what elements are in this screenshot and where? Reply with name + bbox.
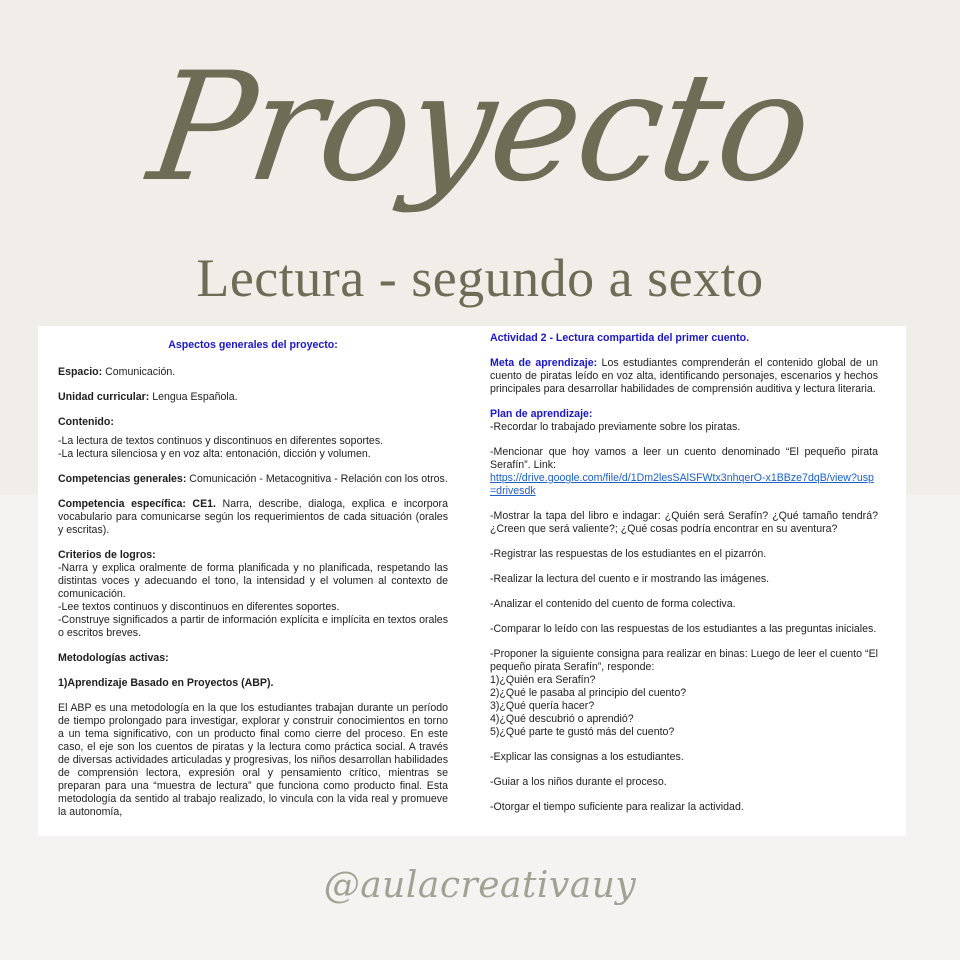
- document-page-right: [472, 326, 906, 836]
- meta-line: [490, 357, 878, 396]
- unidad-value: Lengua Española.: [149, 391, 238, 403]
- abp-label: 1)Aprendizaje Basado en Proyectos (ABP).: [58, 677, 274, 689]
- criterio-item: -Narra y explica oralmente de forma planificada y no planificada, respetando las distintas voces y adecuando el tono, la intensidad y el volumen al contexto de comunicación.: [58, 562, 448, 600]
- comp-generales-label: Competencias generales:: [58, 473, 187, 485]
- comp-generales-value: Comunicación - Metacognitiva - Relación con los otros.: [186, 473, 448, 485]
- analizar-item: -Analizar el contenido del cuento de forma colectiva.: [490, 598, 736, 610]
- actividad-title: Actividad 2 - Lectura compartida del primer cuento.: [490, 332, 750, 344]
- registrar-item: -Registrar las respuestas de los estudiantes en el pizarrón.: [490, 548, 767, 560]
- guiar-item: -Guiar a los niños durante el proceso.: [490, 776, 667, 788]
- espacio-label: Espacio:: [58, 366, 103, 378]
- espacio-line: [58, 366, 448, 379]
- drive-link[interactable]: https://drive.google.com/file/d/1Dm2lesSAlSFWtx3nhqerO-x1BBze7dqB/view?usp=drivesdk: [490, 472, 874, 497]
- otorgar-item: -Otorgar el tiempo suficiente para realizar la actividad.: [490, 801, 744, 813]
- contenido-item: -La lectura de textos continuos y discontinuos en diferentes soportes.: [58, 435, 384, 447]
- meta-value: Los estudiantes comprenderán el contenido global de un cuento de piratas leído en voz alta, identificando personajes, escenarios y hechos principales para desarrollar habilidades de comprensión auditiva y lectura literaria.: [490, 357, 879, 395]
- comparar-item: -Comparar lo leído con las respuestas de los estudiantes a las preguntas iniciales.: [490, 623, 877, 635]
- criterio-item: -Lee textos continuos y discontinuos en diferentes soportes.: [58, 601, 340, 613]
- unidad-line: [58, 391, 448, 404]
- question-item: 3)¿Qué quería hacer?: [490, 700, 595, 712]
- question-item: 1)¿Quién era Serafín?: [490, 674, 596, 686]
- question-item: 4)¿Qué descubrió o aprendió?: [490, 713, 634, 725]
- metodologias-label: Metodologías activas:: [58, 652, 169, 664]
- recordar-item: -Recordar lo trabajado previamente sobre los piratas.: [490, 421, 741, 433]
- plan-label: Plan de aprendizaje:: [490, 408, 593, 420]
- competencia-especifica-line: [58, 498, 448, 537]
- question-item: 5)¿Qué parte te gustó más del cuento?: [490, 726, 675, 738]
- question-item: 2)¿Qué le pasaba al principio del cuento?: [490, 687, 687, 699]
- script-title: Proyecto: [140, 41, 820, 215]
- proponer-item: -Proponer la siguiente consigna para realizar en binas: Luego de leer el cuento “El pequeño pirata Serafín”, responde:: [490, 648, 878, 673]
- mencionar-item: -Mencionar que hoy vamos a leer un cuento denominado “El pequeño pirata Serafín”. Link:: [490, 446, 878, 471]
- criterio-item: -Construye significados a partir de información explícita e implícita en textos orales o escritos breves.: [58, 614, 448, 639]
- realizar-item: -Realizar la lectura del cuento e ir mostrando las imágenes.: [490, 573, 770, 585]
- mostrar-item: -Mostrar la tapa del libro e indagar: ¿Quién será Serafín? ¿Qué tamaño tendrá? ¿Creen que será valiente?; ¿Qué cosas podría encontrar en su aventura?: [490, 510, 878, 535]
- subtitle: Lectura - segundo a sexto: [196, 248, 764, 308]
- contenido-item: -La lectura silenciosa y en voz alta: entonación, dicción y volumen.: [58, 448, 371, 460]
- competencias-generales-line: [58, 473, 448, 486]
- unidad-label: Unidad curricular:: [58, 391, 150, 403]
- criterios-label: Criterios de logros:: [58, 549, 156, 561]
- abp-paragraph: El ABP es una metodología en la que los estudiantes trabajan durante un período de tiempo prolongado para investigar, explorar y construir conocimientos en torno a un tema significativo, con un producto final como cierre del proceso. En este caso, el eje son los cuentos de piratas y la lectura como práctica social. A través de diversas actividades articuladas y progresivas, los niños desarrollan habilidades de comprensión lectora, expresión oral y pensamiento crítico, mientras se preparan para una “muestra de lectura” que funciona como producto final. Esta metodología da sentido al trabajo realizado, lo vincula con la vida real y promueve la autonomía,: [58, 702, 448, 818]
- section-heading: Aspectos generales del proyecto:: [168, 339, 338, 351]
- explicar-item: -Explicar las consignas a los estudiantes.: [490, 751, 684, 763]
- comp-especifica-label: Competencia específica: CE1.: [58, 498, 216, 510]
- meta-label: Meta de aprendizaje:: [490, 357, 598, 369]
- espacio-value: Comunicación.: [102, 366, 176, 378]
- comp-especifica-value: Narra, describe, dialoga, explica e incorpora vocabulario para comunicarse según los requerimientos de cada situación (orales y escritas).: [58, 498, 448, 536]
- contenido-label: Contenido:: [58, 416, 114, 428]
- document-page-left: [38, 326, 474, 836]
- footer-handle: @aulacreativauy: [323, 865, 637, 906]
